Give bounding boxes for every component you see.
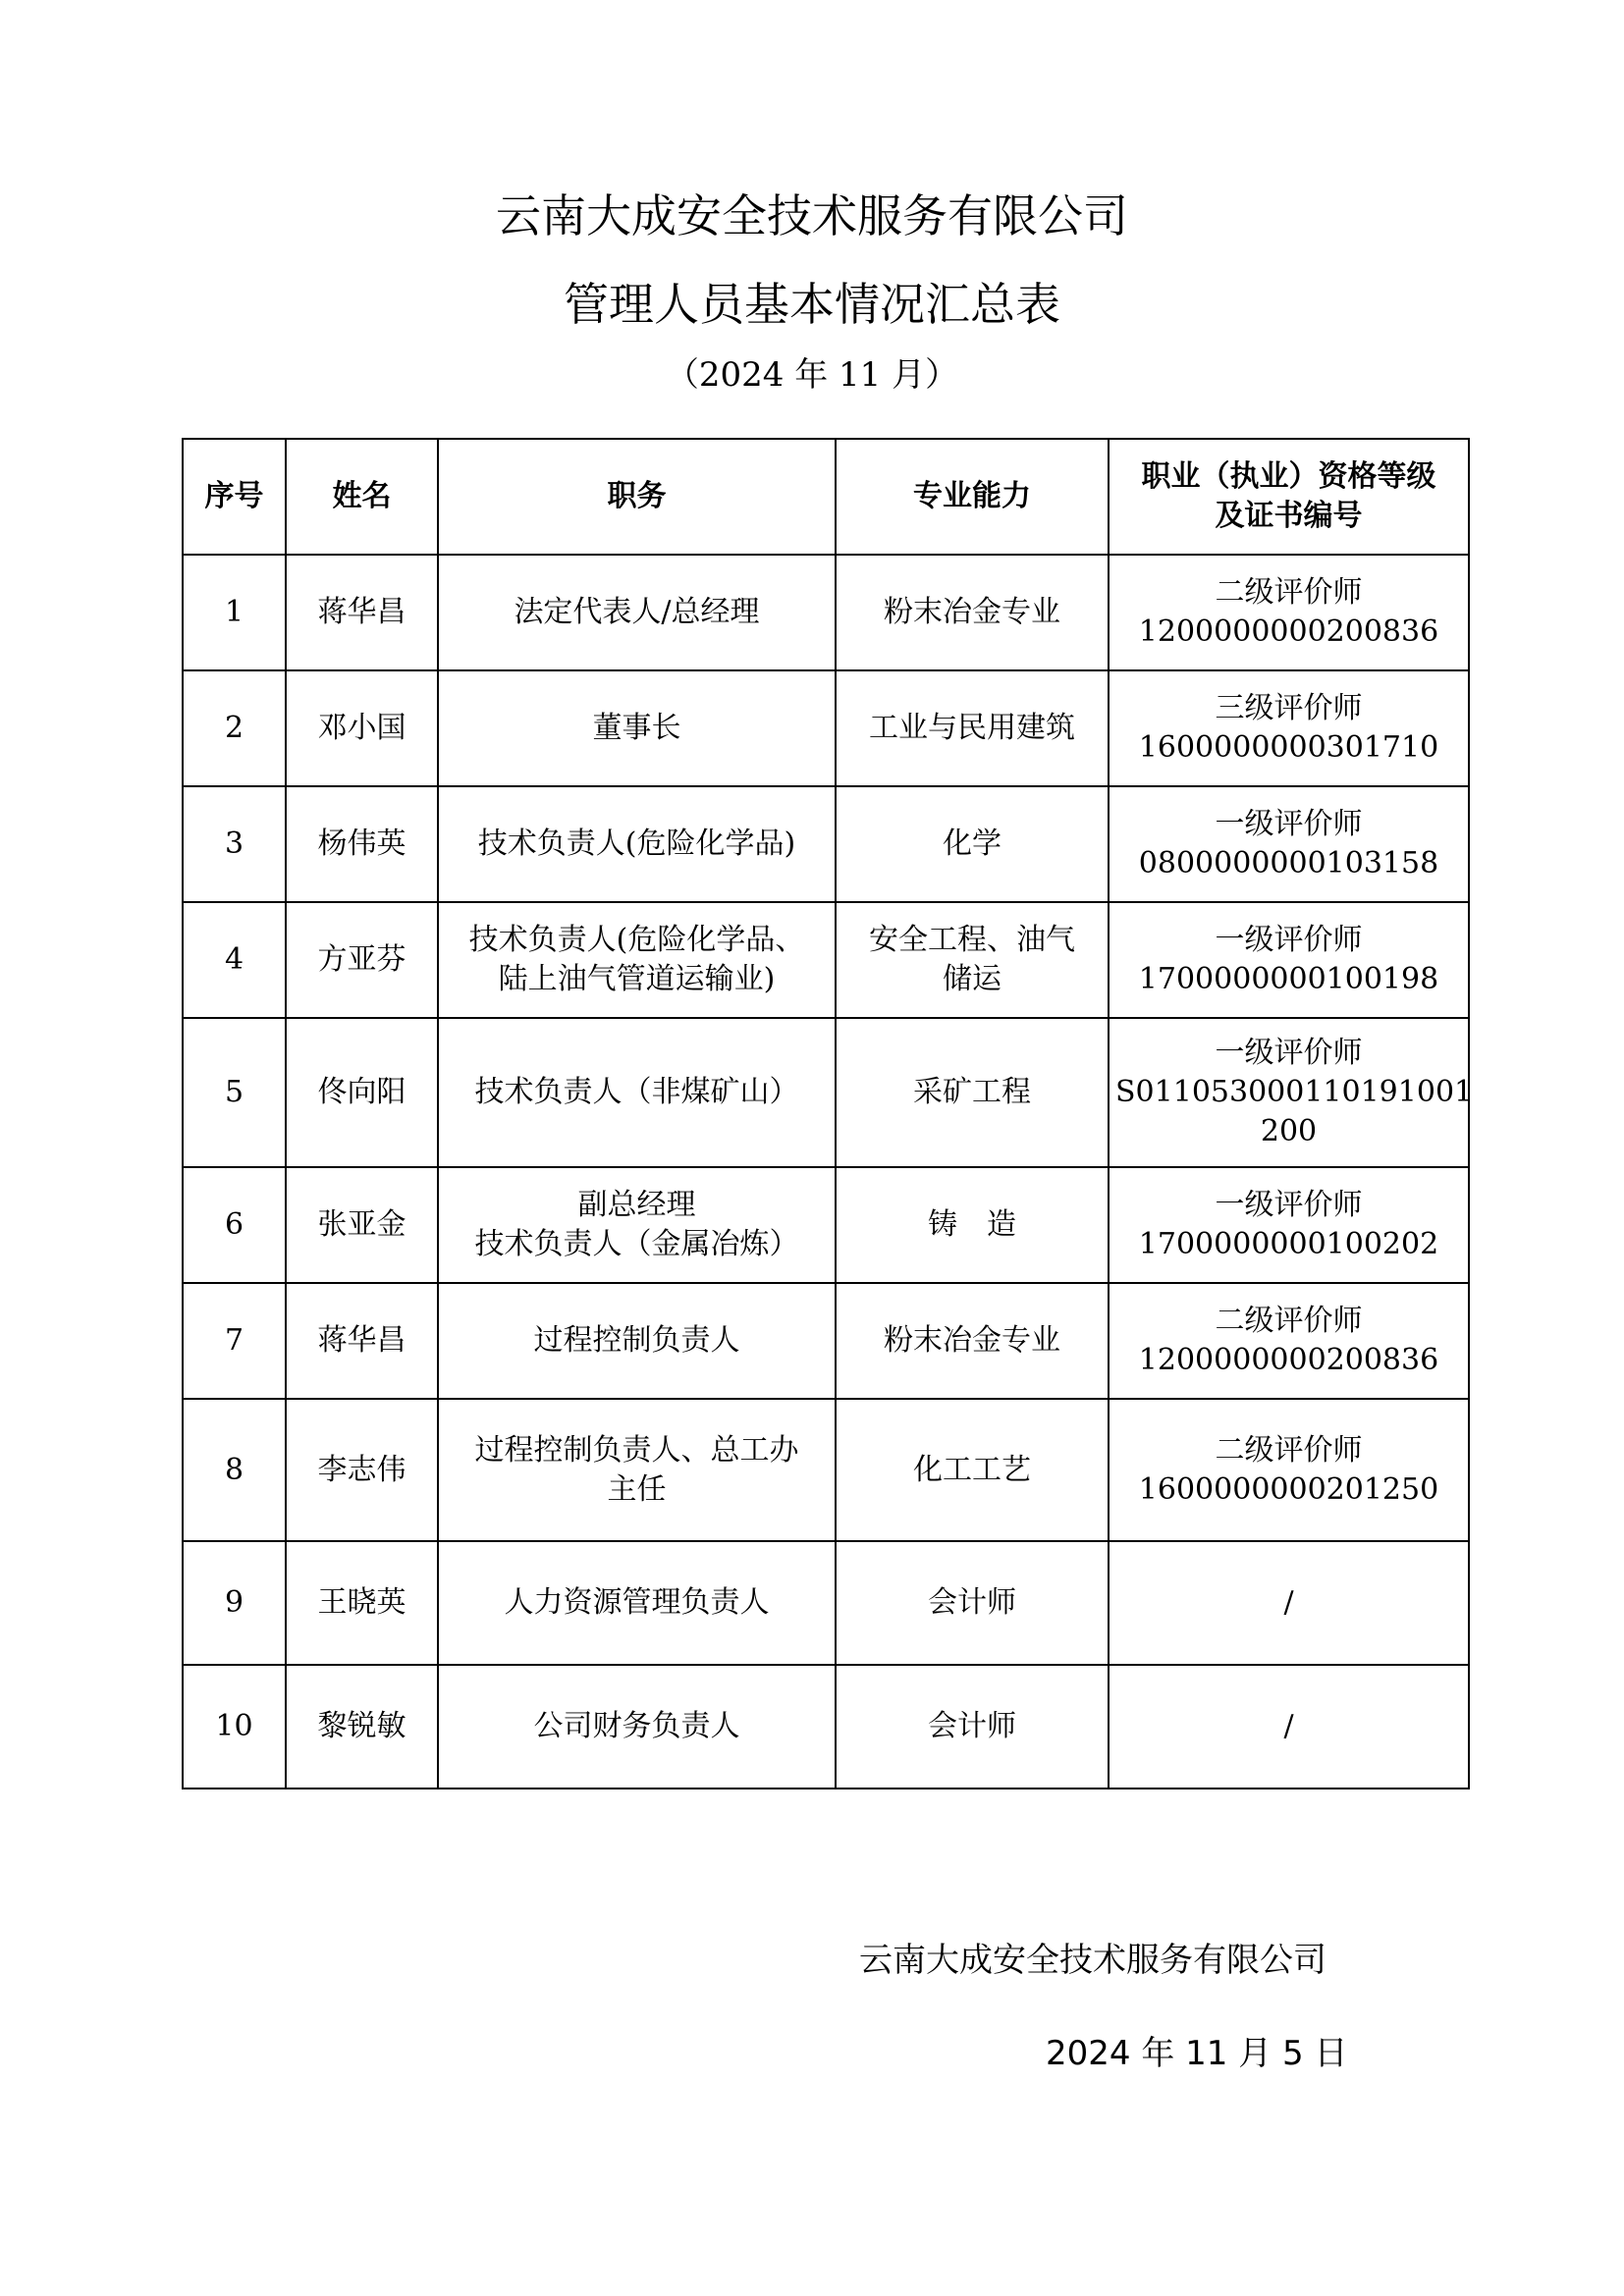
cell-no: 6 [183, 1167, 286, 1283]
cell-duty-line: 人力资源管理负责人 [504, 1585, 770, 1620]
cell-name: 张亚金 [286, 1167, 438, 1283]
cell-no: 2 [183, 670, 286, 786]
cell-duty-line: 技术负责人(危险化学品) [477, 827, 796, 861]
cell-specialty-line: 工业与民用建筑 [869, 711, 1075, 745]
table-row [183, 786, 1469, 902]
cell-specialty [836, 902, 1109, 1018]
table-row [183, 1541, 1469, 1665]
document-title-table: 管理人员基本情况汇总表 [564, 278, 1060, 331]
cell-name: 方亚芬 [286, 902, 438, 1018]
cell-specialty-line: 粉末冶金专业 [884, 595, 1060, 629]
cell-no: 1 [183, 555, 286, 670]
cell-no: 5 [183, 1018, 286, 1167]
cell-duty [438, 1399, 836, 1541]
cell-specialty [836, 786, 1109, 902]
cell-cert-line: 一级评价师 [1215, 1188, 1363, 1222]
cell-name: 王晓英 [286, 1541, 438, 1665]
cell-name: 蒋华昌 [286, 555, 438, 670]
cell-cert [1109, 902, 1469, 1018]
cell-specialty-line: 采矿工程 [913, 1075, 1031, 1109]
cell-duty [438, 555, 836, 670]
cell-duty-line: 技术负责人(危险化学品、 [468, 923, 805, 957]
cell-name: 黎锐敏 [286, 1665, 438, 1789]
cell-duty-line: 过程控制负责人 [533, 1323, 740, 1358]
col-header-name: 姓名 [286, 439, 438, 555]
col-header-cert [1109, 439, 1469, 555]
document-subtitle-date: （2024 年 11 月） [665, 355, 959, 395]
cell-specialty [836, 1399, 1109, 1541]
table-row [183, 1399, 1469, 1541]
cell-duty-line: 主任 [607, 1471, 667, 1507]
cell-no: 7 [183, 1283, 286, 1399]
table-header-row [183, 439, 1469, 555]
cell-duty-line: 法定代表人/总经理 [514, 595, 760, 629]
cell-duty-line: 陆上油气管道运输业) [498, 962, 776, 996]
cell-no: 4 [183, 902, 286, 1018]
cell-duty-line: 过程控制负责人、总工办 [474, 1432, 799, 1468]
table-row [183, 1665, 1469, 1789]
cell-name: 邓小国 [286, 670, 438, 786]
cell-specialty [836, 1018, 1109, 1167]
cell-cert [1109, 1167, 1469, 1283]
cell-cert-line: 1600000000201250 [1138, 1471, 1439, 1507]
cell-no: 10 [183, 1665, 286, 1789]
cell-cert-line: 1200000000200836 [1138, 614, 1439, 649]
table-row [183, 1167, 1469, 1283]
cell-no: 8 [183, 1399, 286, 1541]
cell-specialty [836, 555, 1109, 670]
col-header-duty: 职务 [438, 439, 836, 555]
cell-no: 3 [183, 786, 286, 902]
cell-specialty [836, 1283, 1109, 1399]
cell-duty-line: 董事长 [592, 711, 681, 745]
cell-duty [438, 1018, 836, 1167]
cell-specialty-line: 粉末冶金专业 [884, 1323, 1060, 1358]
cell-duty [438, 1541, 836, 1665]
cell-specialty-line: 化学 [943, 827, 1001, 861]
cell-cert-line: 二级评价师 [1215, 575, 1363, 610]
cell-cert-line: 1700000000100202 [1138, 1227, 1439, 1261]
cell-cert [1109, 1018, 1474, 1167]
col-header-cert-line1: 职业（执业）资格等级 [1141, 459, 1436, 494]
cell-specialty-line: 会计师 [928, 1585, 1016, 1620]
cell-cert-line: / [1283, 1585, 1294, 1620]
table-row [183, 670, 1469, 786]
cell-name: 蒋华昌 [286, 1283, 438, 1399]
cell-specialty [836, 1541, 1109, 1665]
cell-cert-line: 0800000000103158 [1138, 846, 1439, 881]
cell-specialty [836, 1665, 1109, 1789]
cell-cert-line: / [1283, 1709, 1294, 1743]
cell-name: 杨伟英 [286, 786, 438, 902]
cell-cert-line: 二级评价师 [1215, 1432, 1363, 1468]
cell-cert-line: 一级评价师 [1215, 1036, 1363, 1070]
cell-cert-line: S011053000110191001 [1115, 1075, 1474, 1109]
cell-duty-line: 副总经理 [577, 1188, 696, 1222]
table-row [183, 1018, 1469, 1167]
cell-specialty-line: 储运 [943, 962, 1001, 996]
cell-specialty-line: 会计师 [928, 1709, 1016, 1743]
cell-specialty-line: 安全工程、油气 [869, 923, 1075, 957]
cell-cert [1109, 786, 1469, 902]
table-row [183, 1283, 1469, 1399]
cell-specialty-line: 化工工艺 [913, 1452, 1031, 1487]
cell-duty-line: 技术负责人（非煤矿山） [474, 1075, 799, 1109]
cell-cert [1109, 555, 1469, 670]
cell-cert [1109, 1283, 1469, 1399]
staff-table [182, 438, 1474, 1789]
footer-company-name: 云南大成安全技术服务有限公司 [859, 1941, 1326, 1980]
cell-name: 佟向阳 [286, 1018, 438, 1167]
document-title-company: 云南大成安全技术服务有限公司 [496, 189, 1128, 242]
cell-cert-line: 二级评价师 [1215, 1304, 1363, 1338]
cell-cert-line: 一级评价师 [1215, 923, 1363, 957]
cell-cert-line: 200 [1260, 1114, 1318, 1148]
cell-specialty [836, 670, 1109, 786]
col-header-specialty: 专业能力 [836, 439, 1109, 555]
cell-cert-line: 一级评价师 [1215, 807, 1363, 841]
cell-specialty-line: 铸 造 [928, 1207, 1016, 1242]
cell-no: 9 [183, 1541, 286, 1665]
col-header-no: 序号 [183, 439, 286, 555]
cell-duty [438, 670, 836, 786]
cell-duty [438, 902, 836, 1018]
cell-duty [438, 1167, 836, 1283]
cell-duty [438, 1283, 836, 1399]
cell-cert-line: 1700000000100198 [1138, 962, 1439, 996]
cell-cert [1109, 1541, 1469, 1665]
cell-cert [1109, 670, 1469, 786]
cell-duty-line: 公司财务负责人 [533, 1709, 740, 1743]
table-body [183, 555, 1474, 1789]
table-row [183, 555, 1469, 670]
cell-cert [1109, 1665, 1469, 1789]
cell-duty-line: 技术负责人（金属冶炼） [474, 1227, 799, 1261]
footer-date: 2024 年 11 月 5 日 [1046, 2034, 1348, 2073]
col-header-cert-line2: 及证书编号 [1215, 499, 1363, 533]
cell-name: 李志伟 [286, 1399, 438, 1541]
cell-cert [1109, 1399, 1469, 1541]
cell-duty [438, 786, 836, 902]
cell-cert-line: 1600000000301710 [1138, 730, 1439, 765]
cell-cert-line: 1200000000200836 [1138, 1343, 1439, 1377]
cell-cert-line: 三级评价师 [1215, 691, 1363, 725]
cell-duty [438, 1665, 836, 1789]
cell-specialty [836, 1167, 1109, 1283]
table-row [183, 902, 1469, 1018]
